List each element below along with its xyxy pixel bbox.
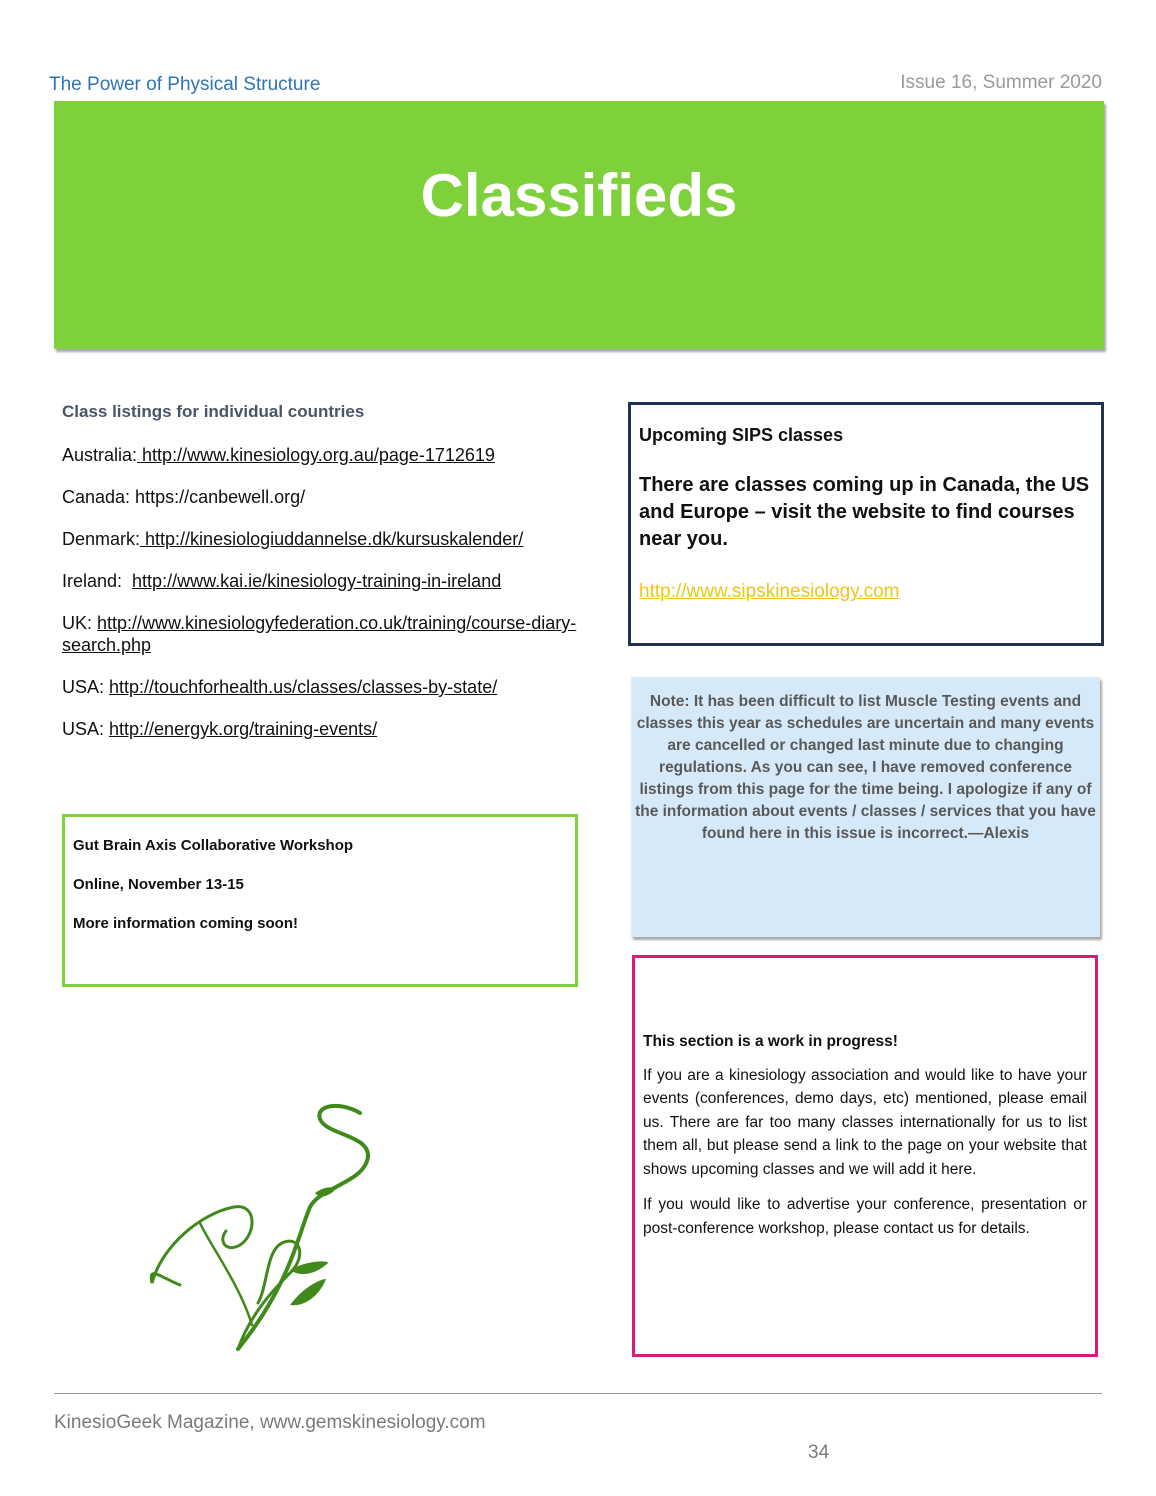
sips-classes-box [628,402,1104,646]
footer-credit: KinesioGeek Magazine, www.gemskinesiology.com [54,1412,486,1433]
wip-paragraph: If you would like to advertise your conference, presentation or post-conference workshop, please contact us for details. [643,1196,1087,1237]
listing-link[interactable]: http://www.kai.ie/kinesiology-training-in-ireland [132,571,502,591]
listing-denmark: Denmark: http://kinesiologiuddannelse.dk/kursuskalender/ [62,529,524,549]
issue-label: Issue 16, Summer 2020 [900,72,1102,93]
listing-link[interactable]: http://energyk.org/training-events/ [109,719,378,739]
workshop-info: More information coming soon! [73,915,298,932]
page-number: 34 [808,1442,830,1463]
gut-brain-workshop-box [62,814,578,987]
listing-link[interactable]: http://kinesiologiuddannelse.dk/kursuskalender/ [140,529,524,549]
page-title: Classifieds [420,162,738,229]
listing-usa-2: USA: http://energyk.org/training-events/ [62,719,378,739]
sips-website-link[interactable]: http://www.sipskinesiology.com [639,581,900,602]
listings-heading: Class listings for individual countries [62,402,365,421]
vine-flourish-icon [140,1095,380,1365]
workshop-title: Gut Brain Axis Collaborative Workshop [73,837,354,854]
wip-paragraph: If you are a kinesiology association and would like to have your events (conferences, demo days, etc) mentioned, please email us. There are far too many classes internationally for us to list them all, but please send a link to the page on your website that shows upcoming classes and we will add it here. [643,1066,1087,1178]
listing-usa-1: USA: http://touchforhealth.us/classes/classes-by-state/ [62,677,498,697]
listing-link[interactable]: http://www.kinesiologyfederation.co.uk/training/course-diary-search.php [62,613,577,655]
editor-note-text: Note: It has been difficult to list Muscle Testing events and classes this year as schedules are uncertain and many events are cancelled or changed last minute due to changing regulations. As you can see, I have removed conference listings from this page for the time being. I apologize if any of the information about events / classes / services that you have found here in this issue is incorrect.—Alexis [635,693,1096,842]
listing-canada: Canada: https://canbewell.org/ [62,487,306,507]
running-header-title: The Power of Physical Structure [49,74,321,95]
listing-ireland: Ireland: http://www.kai.ie/kinesiology-training-in-ireland [62,571,502,591]
footer-divider [54,1393,1102,1394]
listing-link[interactable]: http://touchforhealth.us/classes/classes-by-state/ [109,677,498,697]
workshop-date: Online, November 13-15 [73,876,244,893]
section-banner [54,101,1104,349]
wip-title: This section is a work in progress! [643,1033,898,1050]
sips-body: There are classes coming up in Canada, the US and Europe – visit the website to find courses near you. [639,474,1090,550]
sips-title: Upcoming SIPS classes [639,425,844,445]
editor-note-box [631,677,1100,937]
class-listings [62,402,602,760]
listing-australia: Australia: http://www.kinesiology.org.au/page-1712619 [62,445,495,465]
listing-uk: UK: http://www.kinesiologyfederation.co.uk/training/course-diary-search.php [62,613,577,655]
work-in-progress-box [632,955,1098,1357]
listing-link[interactable]: http://www.kinesiology.org.au/page-1712619 [137,445,495,465]
